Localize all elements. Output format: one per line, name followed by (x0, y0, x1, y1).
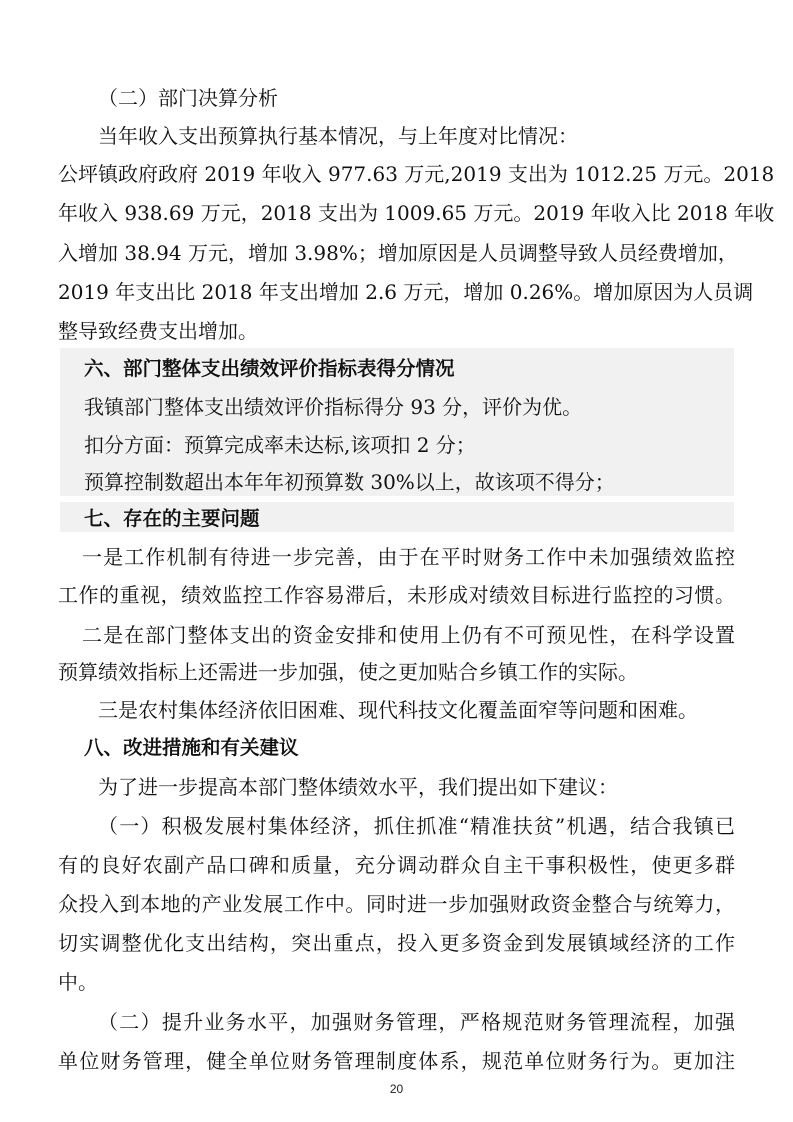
suggestion1-line-4: 切实调整优化支出结构，突出重点，投入更多资金到发展镇域经济的工作 (58, 931, 735, 955)
section8-title: 八、改进措施和有关建议 (84, 736, 299, 759)
suggestion1-line-5: 中。 (58, 970, 98, 994)
problem1-line-2: 工作的重视，绩效监控工作容易滞后，未形成对绩效目标进行监控的习惯。 (58, 583, 735, 607)
suggestion2-line-1: （二）提升业务水平，加强财务管理，严格规范财务管理流程，加强 (98, 1010, 735, 1034)
section-heading-dept-analysis: （二）部门决算分析 (98, 86, 278, 110)
section8-intro: 为了进一步提高本部门整体绩效水平，我们提出如下建议： (98, 775, 618, 799)
section6-title: 六、部门整体支出绩效评价指标表得分情况 (84, 357, 455, 380)
analysis-line-4: 2019 年支出比 2018 年支出增加 2.6 万元，增加 0.26%。增加原因为人员调 (58, 280, 754, 304)
analysis-line-2: 年收入 938.69 万元，2018 支出为 1009.65 万元。2019 年收入比 2018 年收 (58, 201, 775, 225)
page-number: 20 (389, 1082, 404, 1096)
section6-line-1: 我镇部门整体支出绩效评价指标得分 93 分，评价为优。 (84, 395, 583, 419)
suggestion1-line-1: （一）积极发展村集体经济，抓住抓准“精准扶贫”机遇，结合我镇已 (98, 814, 735, 838)
analysis-line-1: 公坪镇政府政府 2019 年收入 977.63 万元,2019 支出为 1012.25 万元。2018 (58, 162, 775, 186)
section6-line-2: 扣分方面：预算完成率未达标,该项扣 2 分； (84, 433, 476, 457)
problem1-line-1: 一是工作机制有待进一步完善，由于在平时财务工作中未加强绩效监控 (82, 545, 735, 569)
section6-line-3: 预算控制数超出本年年初预算数 30%以上，故该项不得分； (84, 470, 615, 494)
section7-title: 七、存在的主要问题 (84, 507, 260, 530)
problem2-line-2: 预算绩效指标上还需进一步加强，使之更加贴合乡镇工作的实际。 (58, 660, 638, 684)
problem2-line-1: 二是在部门整体支出的资金安排和使用上仍有不可预见性，在科学设置 (82, 623, 735, 647)
problem3-line: 三是农村集体经济依旧困难、现代科技文化覆盖面窄等问题和困难。 (98, 698, 698, 722)
suggestion2-line-2: 单位财务管理，健全单位财务管理制度体系，规范单位财务行为。更加注 (58, 1049, 735, 1073)
suggestion1-line-2: 有的良好农副产品口碑和质量，充分调动群众自主干事积极性，使更多群 (58, 853, 735, 877)
intro-line: 当年收入支出预算执行基本情况，与上年度对比情况： (98, 124, 578, 148)
analysis-line-3: 入增加 38.94 万元，增加 3.98%；增加原因是人员调整导致人员经费增加， (58, 241, 738, 265)
suggestion1-line-3: 众投入到本地的产业发展工作中。同时进一步加强财政资金整合与统筹力， (58, 892, 735, 916)
analysis-line-5: 整导致经费支出增加。 (58, 319, 258, 343)
